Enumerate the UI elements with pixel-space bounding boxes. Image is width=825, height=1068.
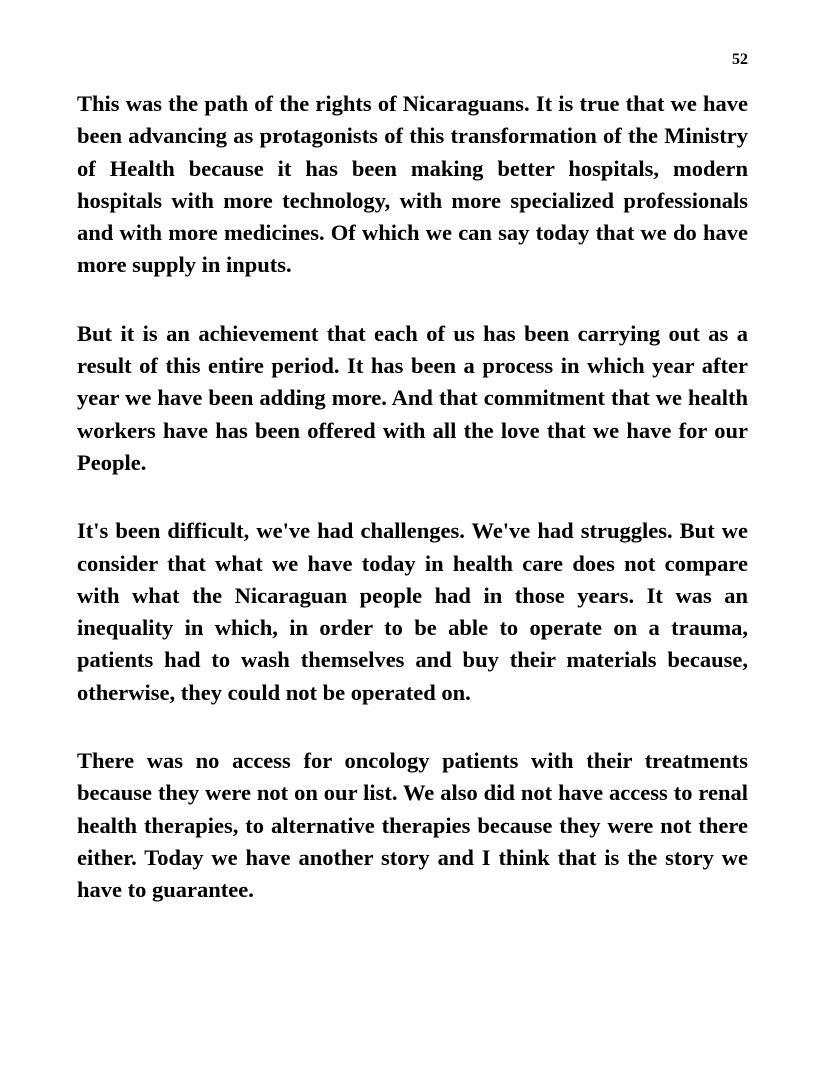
paragraph-4: There was no access for oncology patients with their treatments because they were not on our list. We also did not have access to renal health therapies, to alternative therapies because they were not there either. Today we have another story and I think that is the story we have to guarantee.: [77, 748, 748, 903]
document-body: [77, 88, 748, 943]
paragraph-2: But it is an achievement that each of us has been carrying out as a result of this entire period. It has been a process in which year after year we have been adding more. And that commitment that we health workers have has been offered with all the love that we have for our People.: [77, 320, 748, 475]
paragraph-3: It's been difficult, we've had challenges. We've had struggles. But we consider that what we have today in health care does not compare with what the Nicaraguan people had in those years. It was an inequality in which, in order to be able to operate on a trauma, patients had to wash themselves and buy their materials because, otherwise, they could not be operated on.: [77, 518, 748, 705]
paragraph-1: This was the path of the rights of Nicaraguans. It is true that we have been advancing as protagonists of this transformation of the Ministry of Health because it has been making better hospitals, modern hospitals with more technology, with more specialized professionals and with more medicines. Of which we can say today that we do have more supply in inputs.: [77, 91, 748, 278]
page-number: 52: [732, 51, 748, 68]
